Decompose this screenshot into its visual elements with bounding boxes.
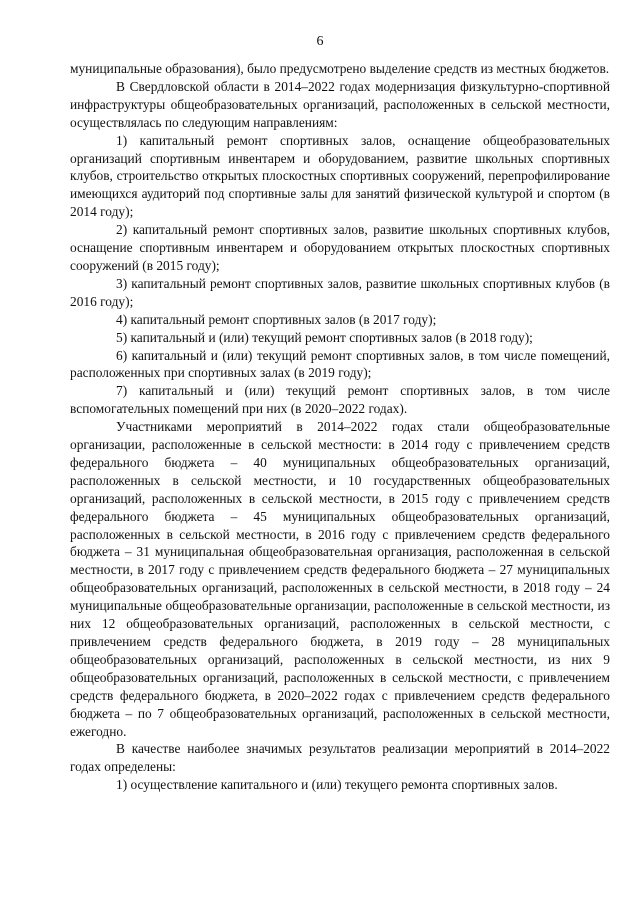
paragraph-continuation: муниципальные образования), было предусмотрено выделение средств из местных бюджетов. xyxy=(70,61,610,76)
paragraph-intro: В Свердловской области в 2014–2022 годах модернизация физкультурно-спортивной инфраструктуры общеобразовательных организаций, расположенных в сельской местности, осуществлялась по следующим направлениям: xyxy=(70,78,610,130)
document-body xyxy=(70,60,610,794)
list-item-1: 1) капитальный ремонт спортивных залов, оснащение общеобразовательных организаций спортивным инвентарем и оборудованием, развитие школьных спортивных клубов, строительство открытых плоскостных спортивных сооружений, перепрофилирование имеющихся аудиторий под спортивные залы для занятий физической культурой и спортом (в 2014 году); xyxy=(70,132,610,220)
list-item-4: 4) капитальный ремонт спортивных залов (в 2017 году); xyxy=(116,311,437,327)
result-item-1: 1) осуществление капитального и (или) текущего ремонта спортивных залов. xyxy=(116,777,558,793)
paragraph-results: В качестве наиболее значимых результатов реализации мероприятий в 2014–2022 годах определены: xyxy=(70,741,610,775)
list-item-6: 6) капитальный и (или) текущий ремонт спортивных залов, в том числе помещений, расположенных при спортивных залах (в 2019 году); xyxy=(70,347,610,381)
page-number: 6 xyxy=(316,34,324,49)
list-item-5: 5) капитальный и (или) текущий ремонт спортивных залов (в 2018 году); xyxy=(116,329,533,345)
list-item-2: 2) капитальный ремонт спортивных залов, развитие школьных спортивных клубов, оснащение спортивным инвентарем и оборудованием открытых плоскостных спортивных сооружений (в 2015 году); xyxy=(70,222,610,273)
list-item-7: 7) капитальный и (или) текущий ремонт спортивных залов, в том числе вспомогательных помещений при них (в 2020–2022 годах). xyxy=(70,383,610,417)
paragraph-participants: Участниками мероприятий в 2014–2022 годах стали общеобразовательные организации, расположенные в сельской местности: в 2014 году с привлечением средств федерального бюджета – 40 муниципальных общеобразовательных организаций, расположенных в сельской местности, и 10 государственных общеобразовательных организаций, расположенных в сельской местности, в 2015 году с привлечением средств федерального бюджета – 45 муниципальных общеобразовательных организаций, расположенных в сельской местности, в 2016 году с привлечением средств федерального бюджета – 31 муниципальная общеобразовательная организация, расположенная в сельской местности, в 2017 году с привлечением средств федерального бюджета – 27 муниципальных общеобразовательных организаций, расположенных в сельской местности, в 2018 году – 24 муниципальные общеобразовательные организации, расположенные в сельской местности, из них 12 общеобразовательных организаций, расположенных в сельской местности, с привлечением средств федерального бюджета, в 2019 году – 28 муниципальных общеобразовательных организаций, расположенных в сельской местности, из них 9 общеобразовательных организаций, расположенных в сельской местности, с привлечением средств федерального бюджета, в 2020–2022 годах с привлечением средств федерального бюджета – по 7 общеобразовательных организаций, расположенных в сельской местности, ежегодно. xyxy=(70,419,610,739)
list-item-3: 3) капитальный ремонт спортивных залов, развитие школьных спортивных клубов (в 2016 году); xyxy=(70,275,610,309)
